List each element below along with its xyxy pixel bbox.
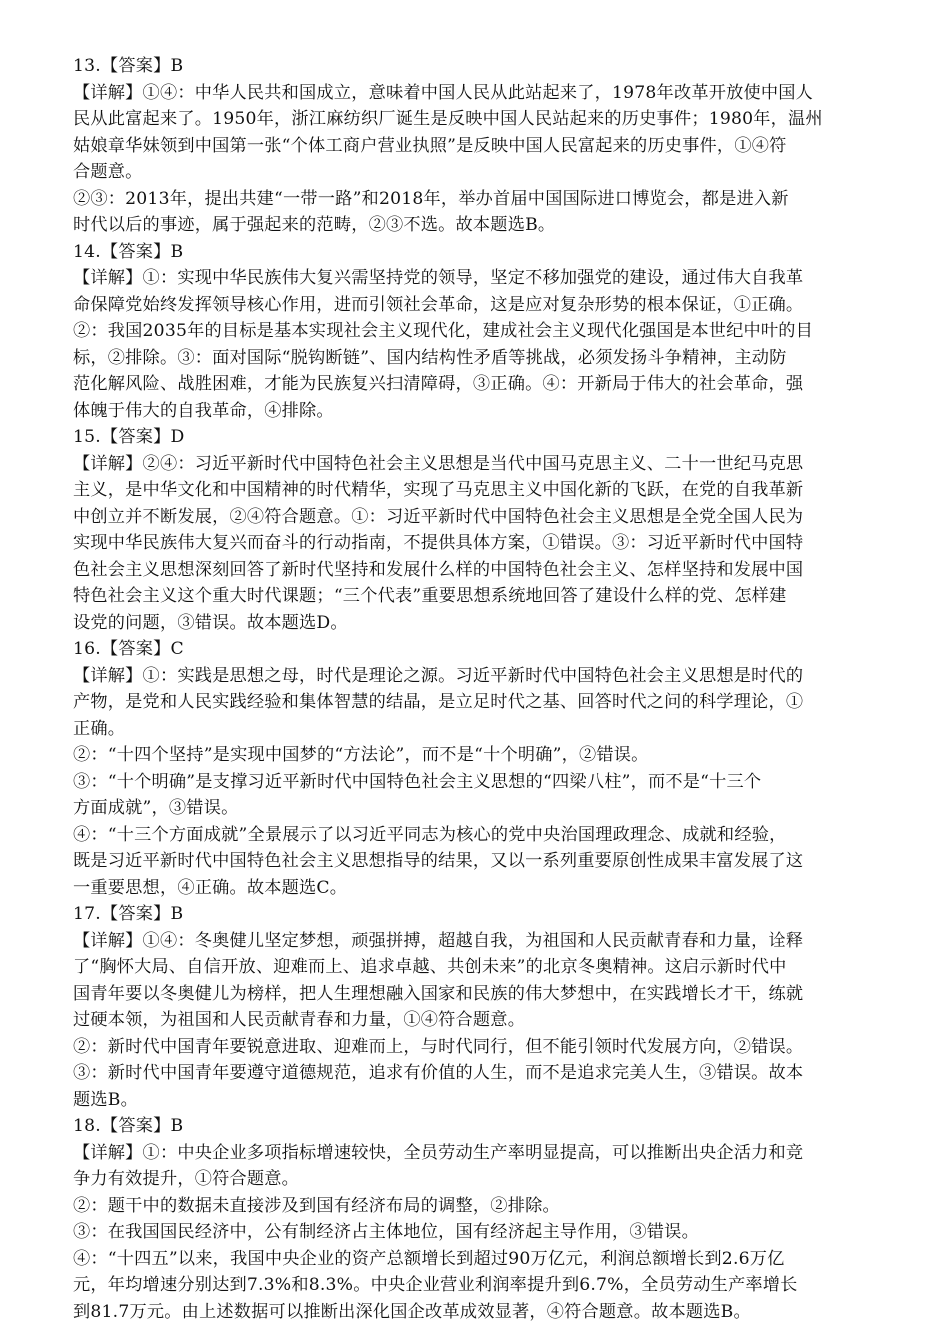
explanation-line: 色社会主义思想深刻回答了新时代坚持和发展什么样的中国特色社会主义、怎样坚持和发展中国 (73, 557, 881, 584)
explanation-line: ③：在我国国民经济中，公有制经济占主体地位，国有经济起主导作用，③错误。 (73, 1219, 881, 1246)
answer-header: 18.【答案】B (73, 1113, 881, 1140)
explanation-line: 【详解】①：实现中华民族伟大复兴需坚持党的领导，坚定不移加强党的建设，通过伟大自我革 (73, 265, 881, 292)
explanation-line: 姑娘章华妹领到中国第一张“个体工商户营业执照”是反映中国人民富起来的历史事件，①④符 (73, 133, 881, 160)
answer-17 (73, 901, 881, 1113)
explanation-line: 正确。 (73, 716, 881, 743)
explanation-line: 【详解】①：实践是思想之母，时代是理论之源。习近平新时代中国特色社会主义思想是时代的 (73, 663, 881, 690)
explanation-line: 特色社会主义这个重大时代课题；“三个代表”重要思想系统地回答了建设什么样的党、怎样建 (73, 583, 881, 610)
explanation-line: 争力有效提升，①符合题意。 (73, 1166, 881, 1193)
answer-document (73, 53, 881, 1325)
explanation-line: 【详解】②④：习近平新时代中国特色社会主义思想是当代中国马克思主义、二十一世纪马克思 (73, 451, 881, 478)
answer-18 (73, 1113, 881, 1325)
explanation-line: ②：我国2035年的目标是基本实现社会主义现代化，建成社会主义现代化强国是本世纪中叶的目 (73, 318, 881, 345)
explanation-line: ②③：2013年，提出共建“一带一路”和2018年，举办首届中国国际进口博览会，都是进入新 (73, 186, 881, 213)
explanation-line: 合题意。 (73, 159, 881, 186)
explanation-line: 了“胸怀大局、自信开放、迎难而上、追求卓越、共创未来”的北京冬奥精神。这启示新时代中 (73, 954, 881, 981)
explanation-line: 范化解风险、战胜困难，才能为民族复兴扫清障碍，③正确。④：开新局于伟大的社会革命，强 (73, 371, 881, 398)
explanation-line: 国青年要以冬奥健儿为榜样，把人生理想融入国家和民族的伟大梦想中，在实践增长才干，练就 (73, 981, 881, 1008)
answer-header: 13.【答案】B (73, 53, 881, 80)
explanation-line: 题选B。 (73, 1087, 881, 1114)
answer-14 (73, 239, 881, 425)
answer-header: 14.【答案】B (73, 239, 881, 266)
answer-15 (73, 424, 881, 636)
explanation-line: 产物，是党和人民实践经验和集体智慧的结晶，是立足时代之基、回答时代之问的科学理论，① (73, 689, 881, 716)
explanation-line: 时代以后的事迹，属于强起来的范畴，②③不选。故本题选B。 (73, 212, 881, 239)
explanation-line: 方面成就”，③错误。 (73, 795, 881, 822)
explanation-line: 一重要思想，④正确。故本题选C。 (73, 875, 881, 902)
answer-header: 15.【答案】D (73, 424, 881, 451)
explanation-line: 体魄于伟大的自我革命，④排除。 (73, 398, 881, 425)
explanation-line: 既是习近平新时代中国特色社会主义思想指导的结果，又以一系列重要原创性成果丰富发展了这 (73, 848, 881, 875)
explanation-line: 标，②排除。③：面对国际“脱钩断链”、国内结构性矛盾等挑战，必须发扬斗争精神，主动防 (73, 345, 881, 372)
answer-header: 17.【答案】B (73, 901, 881, 928)
explanation-line: 设党的问题，③错误。故本题选D。 (73, 610, 881, 637)
explanation-line: 实现中华民族伟大复兴而奋斗的行动指南，不提供具体方案，①错误。③：习近平新时代中国特 (73, 530, 881, 557)
explanation-line: ④：“十三个方面成就”全景展示了以习近平同志为核心的党中央治国理政理念、成就和经验， (73, 822, 881, 849)
explanation-line: 【详解】①：中央企业多项指标增速较快，全员劳动生产率明显提高，可以推断出央企活力和竞 (73, 1140, 881, 1167)
explanation-line: ②：题干中的数据未直接涉及到国有经济布局的调整，②排除。 (73, 1193, 881, 1220)
answer-16 (73, 636, 881, 901)
explanation-line: 命保障党始终发挥领导核心作用，进而引领社会革命，这是应对复杂形势的根本保证，①正确。 (73, 292, 881, 319)
explanation-line: ②：新时代中国青年要锐意进取、迎难而上，与时代同行，但不能引领时代发展方向，②错误。 (73, 1034, 881, 1061)
explanation-line: 过硬本领，为祖国和人民贡献青春和力量，①④符合题意。 (73, 1007, 881, 1034)
explanation-line: ③：“十个明确”是支撑习近平新时代中国特色社会主义思想的“四梁八柱”，而不是“十三个 (73, 769, 881, 796)
explanation-line: 元，年均增速分别达到7.3%和8.3%。中央企业营业利润率提升到6.7%，全员劳动生产率增长 (73, 1272, 881, 1299)
explanation-line: ③：新时代中国青年要遵守道德规范，追求有价值的人生，而不是追求完美人生，③错误。故本 (73, 1060, 881, 1087)
explanation-line: 【详解】①④：中华人民共和国成立，意味着中国人民从此站起来了，1978年改革开放使中国人 (73, 80, 881, 107)
explanation-line: 中创立并不断发展，②④符合题意。①：习近平新时代中国特色社会主义思想是全党全国人民为 (73, 504, 881, 531)
explanation-line: ④：“十四五”以来，我国中央企业的资产总额增长到超过90万亿元，利润总额增长到2.6万亿 (73, 1246, 881, 1273)
explanation-line: 【详解】①④：冬奥健儿坚定梦想，顽强拼搏，超越自我，为祖国和人民贡献青春和力量，诠释 (73, 928, 881, 955)
explanation-line: 到81.7万元。由上述数据可以推断出深化国企改革成效显著，④符合题意。故本题选B。 (73, 1299, 881, 1325)
answer-header: 16.【答案】C (73, 636, 881, 663)
explanation-line: 民从此富起来了。1950年，浙江麻纺织厂诞生是反映中国人民站起来的历史事件；1980年，温州 (73, 106, 881, 133)
answer-13 (73, 53, 881, 239)
explanation-line: 主义，是中华文化和中国精神的时代精华，实现了马克思主义中国化新的飞跃，在党的自我革新 (73, 477, 881, 504)
explanation-line: ②：“十四个坚持”是实现中国梦的“方法论”，而不是“十个明确”，②错误。 (73, 742, 881, 769)
